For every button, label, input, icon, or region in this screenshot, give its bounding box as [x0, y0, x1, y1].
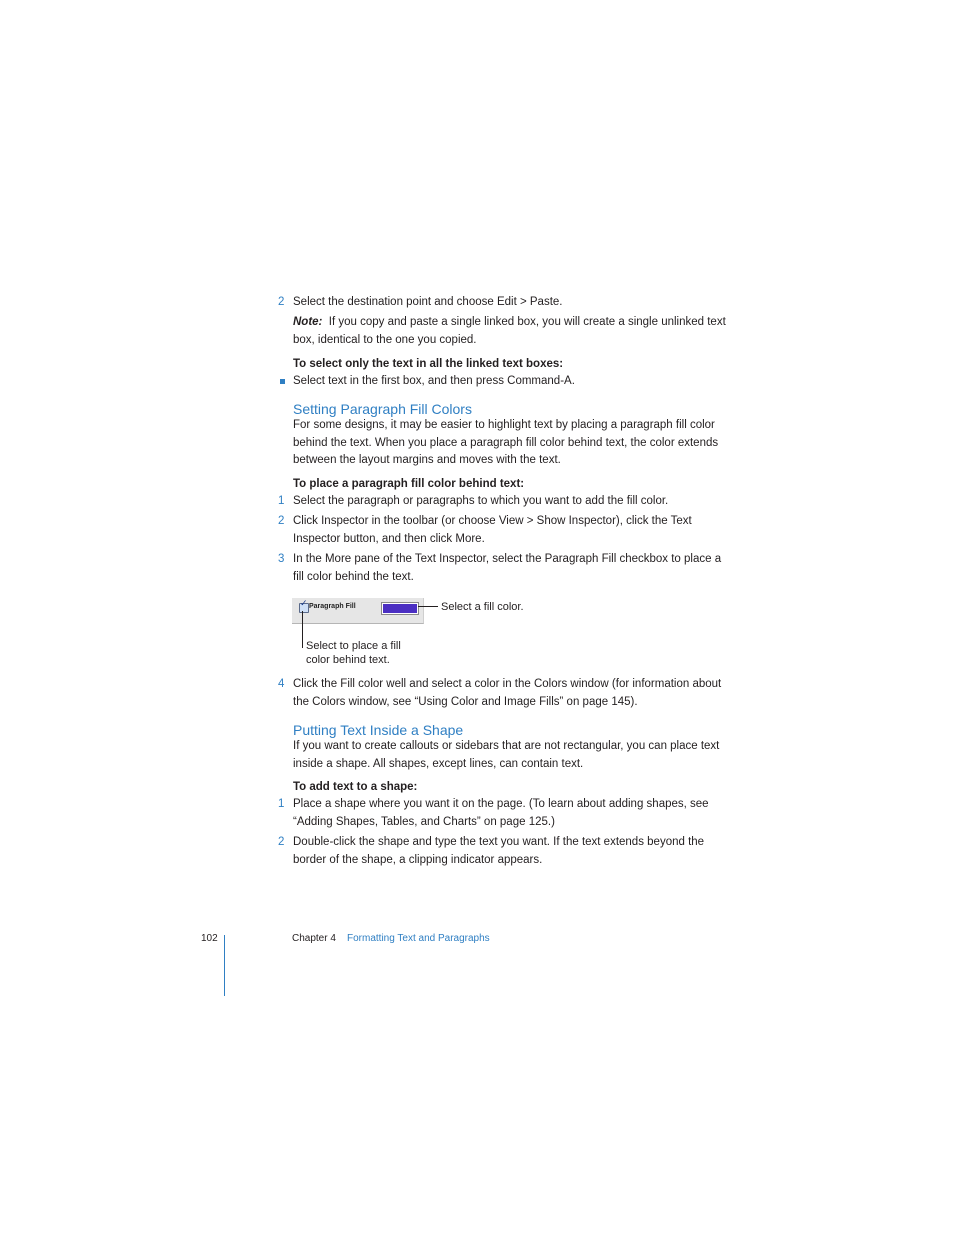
note	[293, 314, 733, 349]
footer-rule	[224, 935, 225, 996]
step-line: fill color behind the text.	[293, 570, 414, 583]
note-label: Note:	[293, 316, 323, 328]
step-line: Place a shape where you want it on the page. (To learn about adding shapes, see	[293, 798, 709, 810]
callout-right-text: Select a fill color.	[441, 601, 524, 613]
task-heading: To place a paragraph fill color behind text:	[293, 478, 525, 490]
step-text: Select the destination point and choose Edit > Paste.	[293, 296, 563, 308]
section-intro	[293, 738, 719, 773]
step-text	[293, 676, 721, 711]
step-text	[293, 834, 704, 869]
step-number: 2	[278, 836, 285, 848]
step-line: Inspector button, and then click More.	[293, 532, 485, 545]
step-line: In the More pane of the Text Inspector, select the Paragraph Fill checkbox to place a	[293, 553, 722, 565]
intro-line: inside a shape. All shapes, except lines, can contain text.	[293, 757, 584, 770]
callout-line	[418, 606, 438, 607]
callout-line-1: Select to place a fill	[306, 640, 401, 652]
checkmark-icon: ✓	[300, 599, 308, 609]
step-line: Double-click the shape and type the text you want. If the text extends beyond the	[293, 836, 705, 848]
step-number: 1	[278, 798, 285, 810]
step-number: 2	[278, 515, 285, 527]
bullet-icon	[280, 379, 285, 384]
page-number: 102	[201, 933, 218, 944]
step-line: border of the shape, a clipping indicator appears.	[293, 853, 543, 866]
step-text	[293, 796, 709, 831]
step-number: 4	[278, 678, 285, 690]
section-heading: Putting Text Inside a Shape	[293, 722, 464, 738]
callout-line-2: color behind text.	[306, 654, 390, 666]
step-line: the Colors window, see “Using Color and Image Fills” on page 145).	[293, 695, 638, 708]
intro-line: behind the text. When you place a paragraph fill color behind text, the color extends	[293, 436, 719, 449]
intro-line: For some designs, it may be easier to highlight text by placing a paragraph fill color	[293, 419, 715, 431]
task-heading: To add text to a shape:	[293, 781, 418, 793]
step-line: Click the Fill color well and select a color in the Colors window (for information about	[293, 678, 722, 690]
intro-line: If you want to create callouts or sidebars that are not rectangular, you can place text	[293, 740, 720, 752]
step-text	[293, 551, 721, 586]
step-number: 2	[278, 296, 285, 308]
intro-line: between the layout margins and moves with the text.	[293, 454, 561, 466]
step-text: Select the paragraph or paragraphs to which you want to add the fill color.	[293, 495, 669, 507]
fill-color-swatch	[383, 604, 417, 613]
section-heading: Setting Paragraph Fill Colors	[293, 401, 472, 417]
section-intro	[293, 417, 718, 470]
callout-bottom-text	[306, 639, 401, 667]
paragraph-fill-label: Paragraph Fill	[309, 603, 356, 610]
step-number: 3	[278, 553, 285, 565]
task-heading: To select only the text in all the linked text boxes:	[293, 358, 564, 370]
paragraph-fill-checkbox[interactable]	[299, 599, 309, 613]
fill-color-well[interactable]	[381, 602, 419, 615]
step-line: “Adding Shapes, Tables, and Charts” on page 125.)	[293, 815, 555, 828]
step-number: 1	[278, 495, 285, 507]
chapter-title: Formatting Text and Paragraphs	[347, 933, 490, 944]
note-line-1: If you copy and paste a single linked box, you will create a single unlinked text	[328, 316, 726, 328]
step-line: Click Inspector in the toolbar (or choose View > Show Inspector), click the Text	[293, 515, 692, 527]
chapter-label: Chapter 4	[292, 933, 336, 944]
step-text	[293, 513, 692, 548]
note-line-2: box, identical to the one you copied.	[293, 333, 477, 346]
bullet-text: Select text in the first box, and then press Command-A.	[293, 375, 575, 387]
paragraph-fill-panel	[292, 598, 424, 624]
callout-line	[302, 611, 303, 648]
